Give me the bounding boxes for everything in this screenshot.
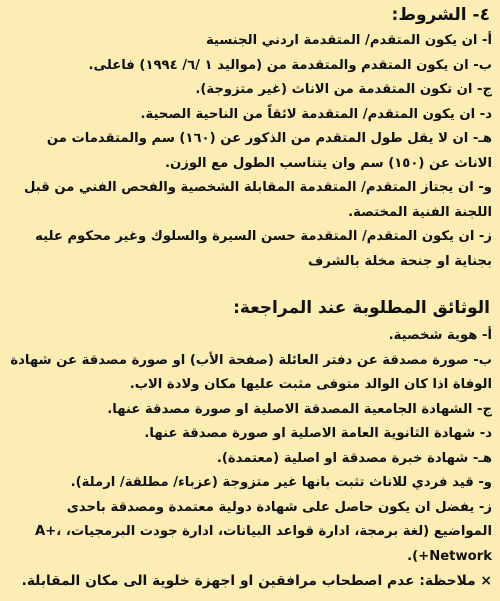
- document-item-e: هـ- شهادة خبرة مصدقة او اصلية (معتمدة).: [216, 450, 492, 466]
- condition-item-g: ز- ان يكون المتقدم/ المتقدمة حسن السيرة والسلوك وغير محكوم عليه بجناية او جنحة مخلة بالشرف: [35, 229, 492, 269]
- document-item-f: و- قيد فردي للاناث تثبت بانها غير متزوجة (عزباء/ مطلقة/ ارملة).: [70, 475, 492, 490]
- condition-item-a: أ- ان يكون المتقدم/ المتقدمة اردني الجنسية: [205, 33, 492, 48]
- document-item-d: د- شهادة الثانوية العامة الاصلية او صورة مصدقة عنها.: [144, 426, 492, 441]
- condition-item-e: هـ- ان لا يقل طول المتقدم من الذكور عن (١٦٠) سم والمتقدمات من الاناث عن (١٥٠) سم وان يتناسب الطول مع الوزن.: [46, 131, 492, 171]
- document-item-g: ز- يفضل ان يكون حاصل على شهادة دولية معتمدة ومصدقة باحدى المواضيع (لغة برمجة، ادارة قواعد البيانات، ادارة جودت البرمجيات، A+، Network+).: [35, 499, 492, 564]
- interview-note: × ملاحظة: عدم اصطحاب مرافقين او اجهزة خلوية الى مكان المقابلة.: [21, 573, 492, 589]
- condition-item-f: و- ان يجتاز المتقدم/ المتقدمة المقابلة الشخصية والفحص الفني من قبل اللجنة الفنية المختصة.: [23, 180, 492, 220]
- documents-heading: الوثائق المطلوبة عند المراجعة:: [233, 298, 490, 318]
- condition-item-b: ب- ان يكون المتقدم والمتقدمة من (مواليد ١ /٦/ ١٩٩٤) فاعلى.: [88, 57, 492, 73]
- document-item-a: أ- هوية شخصية.: [388, 328, 492, 343]
- document-item-b: ب- صورة مصدقة عن دفتر العائلة (صفحة الأب) او صورة مصدقة عن شهادة الوفاة اذا كان الوالد متوفى مثبت عليها مكان ولادة الاب.: [10, 352, 492, 392]
- document-item-c: ج- الشهادة الجامعية المصدقة الاصلية او صورة مصدقة عنها.: [107, 401, 492, 417]
- condition-item-d: د- ان يكون المتقدم/ المتقدمة لائقاً من الناحية الصحية.: [140, 106, 492, 122]
- conditions-heading: ٤- الشروط:: [391, 5, 490, 25]
- condition-item-c: ج- ان تكون المتقدمة من الاناث (غير متزوجة).: [195, 82, 492, 97]
